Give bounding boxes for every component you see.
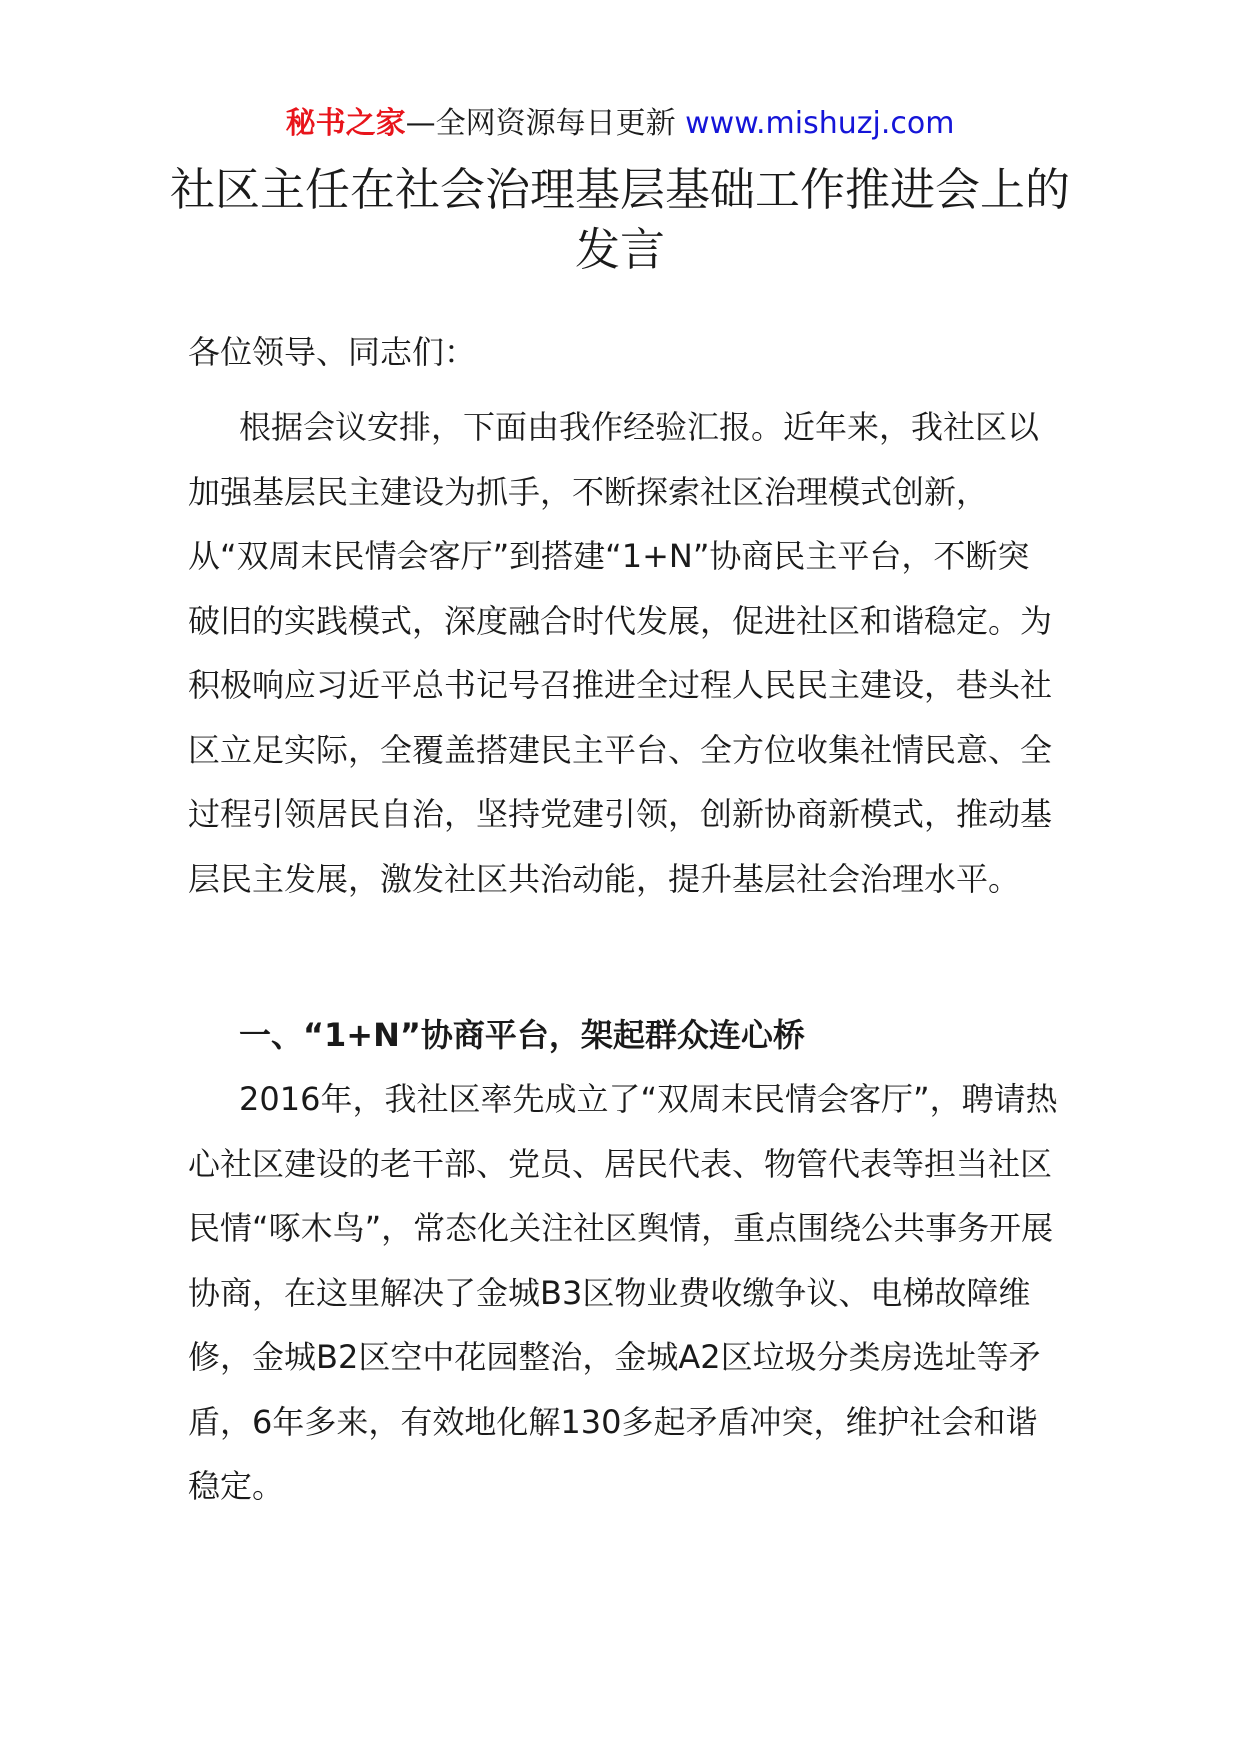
- section-heading-1: 一、“1+N”协商平台，架起群众连心桥: [239, 1016, 805, 1054]
- document-title: 社区主任在社会治理基层基础工作推进会上的发言: [169, 163, 1070, 276]
- body-paragraph-1: 根据会议安排，下面由我作经验汇报。近年来，我社区以加强基层民主建设为抓手，不断探索社区治理模式创新，从“双周末民情会客厅”到搭建“1+N”协商民主平台，不断突破旧的实践模式，深度融合时代发展，促进社区和谐稳定。为积极响应习近平总书记号召推进全过程人民民主建设，巷头社区立足实际，全覆盖搭建民主平台、全方位收集社情民意、全过程引领居民自治，坚持党建引领，创新协商新模式，推动基层民主发展，激发社区共治动能，提升基层社会治理水平。: [188, 408, 1053, 898]
- site-banner: [0, 104, 1240, 144]
- body-paragraph-2: 2016年，我社区率先成立了“双周末民情会客厅”，聘请热心社区建设的老干部、党员、居民代表、物管代表等担当社区民情“啄木鸟”，常态化关注社区舆情，重点围绕公共事务开展协商，在这里解决了金城B3区物业费收缴争议、电梯故障维修，金城B2区空中花园整治，金城A2区垃圾分类房选址等矛盾，6年多来，有效地化解130多起矛盾冲突，维护社会和谐稳定。: [188, 1080, 1058, 1505]
- banner-tagline: —全网资源每日更新: [405, 106, 676, 141]
- salutation: 各位领导、同志们：: [188, 333, 477, 371]
- site-url-link[interactable]: www.mishuzj.com: [685, 106, 955, 141]
- brand-name: 秘书之家: [285, 106, 406, 141]
